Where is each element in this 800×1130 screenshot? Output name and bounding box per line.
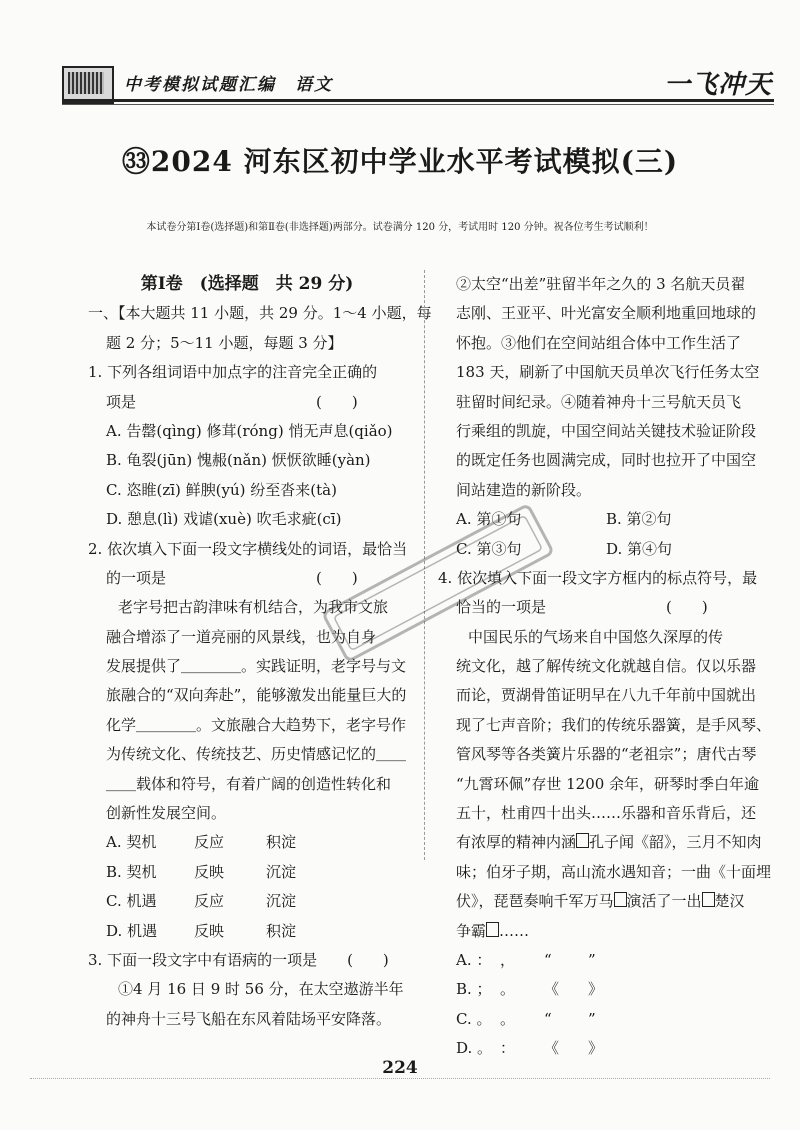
text-line: 题 2 分；5～11 小题，每题 3 分】 — [106, 333, 343, 352]
text-line: C. 恣睢(zī) 鲜腴(yú) 纷至沓来(tà) — [106, 480, 337, 499]
option-cell: 反应 — [194, 833, 225, 852]
text-line: 恰当的一项是 ( ) — [456, 598, 708, 617]
option-cell: C. 。 — [456, 1009, 492, 1028]
option-cell: C. 第③句 — [456, 539, 522, 558]
option-cell: B. 第②句 — [606, 510, 672, 529]
option-cell: 反应 — [194, 892, 225, 911]
option-cell: “ — [544, 950, 552, 969]
text-line: 管风琴等各类簧片乐器的“老祖宗”；唐代古琴 — [456, 745, 757, 764]
text-line: 化学＿＿＿＿。文旅融合大趋势下，老字号作 — [106, 715, 407, 734]
option-cell: ” — [588, 950, 596, 969]
q2-option-row — [88, 828, 406, 857]
q4-option-row — [438, 975, 766, 1004]
option-cell: B. 契机 — [106, 862, 157, 881]
text-line: 驻留时间纪录。④随着神舟十三号航天员飞 — [456, 392, 742, 411]
option-cell: 《 — [544, 980, 560, 999]
blank-box — [702, 892, 715, 907]
page-header — [62, 62, 774, 98]
q4-passage-line: 味；伯牙子期，高山流水遇知音；一曲《十面埋 — [456, 862, 772, 881]
text-line: B. 龟裂(jūn) 愧赧(nǎn) 恹恹欲睡(yàn) — [106, 451, 371, 470]
text-line: ①4 月 16 日 9 时 56 分，在太空遨游半年 — [118, 980, 404, 999]
option-cell: 《 — [544, 1039, 560, 1058]
option-cell: ” — [588, 1009, 596, 1028]
header-rule-thin — [62, 104, 774, 105]
text-line: 1. 下列各组词语中加点字的注音完全正确的 — [88, 363, 378, 382]
option-cell: B. ； — [456, 980, 492, 999]
option-cell: D. 第④句 — [606, 539, 673, 558]
option-cell: A. 契机 — [106, 833, 157, 852]
text-line: 而论，贾湖骨笛证明早在八九千年前中国就出 — [456, 686, 757, 705]
blank-box — [486, 922, 499, 937]
text-line: “九霄环佩”存世 1200 余年，研琴时季白年逾 — [456, 774, 760, 793]
text-line: 统文化，越了解传统文化就越自信。仅以乐器 — [456, 657, 757, 676]
text-line: ②太空“出差”驻留半年之久的 3 名航天员翟 — [456, 275, 746, 293]
text-line: ＿＿载体和符号，有着广阔的创造性转化和 — [106, 774, 392, 793]
text-line: D. 憩息(lì) 戏谑(xuè) 吹毛求疵(cī) — [106, 510, 342, 529]
footer-rule — [30, 1078, 770, 1079]
option-cell: 沉淀 — [266, 892, 297, 911]
option-cell: 。 — [500, 980, 516, 999]
text-line: 创新性发展空间。 — [106, 804, 227, 823]
option-cell: ， — [500, 950, 516, 969]
text-line: 现了七声音阶；我们的传统乐器簧，是手风琴、 — [456, 715, 772, 734]
text-line: 4. 依次填入下面一段文字方框内的标点符号，最 — [438, 568, 758, 587]
option-cell: 积淀 — [266, 833, 297, 852]
text-line: 的神舟十三号飞船在东风着陆场平安降落。 — [106, 1009, 392, 1028]
text-line: 的既定任务也圆满完成，同时也拉开了中国空 — [456, 451, 757, 470]
text-line: 发展提供了＿＿＿＿。实践证明，老字号与文 — [106, 657, 407, 676]
option-cell: D. 机遇 — [106, 921, 158, 940]
right-column — [438, 270, 772, 1064]
text-line: 间站建造的新阶段。 — [456, 480, 592, 499]
q4-passage-line: 伏》，琵琶奏响千军万马 演活了一出 楚汉 — [456, 892, 745, 911]
text-line: 五十，杜甫四十出头……乐器和音乐背后，还 — [456, 804, 757, 823]
text-line: 2. 依次填入下面一段文字横线处的词语，最恰当 — [88, 539, 408, 558]
q4-passage-line: 争霸 …… — [456, 921, 530, 940]
text-line: A. 告罄(qìng) 修茸(róng) 悄无声息(qiǎo) — [106, 421, 393, 440]
option-cell: 。 — [500, 1009, 516, 1028]
q2-option-row — [88, 858, 406, 887]
option-cell: ： — [500, 1039, 516, 1058]
text-line: 志刚、王亚平、叶光富安全顺利地重回地球的 — [456, 304, 757, 323]
text-line: 项是 ( ) — [106, 392, 358, 411]
text-line: 中国民乐的气场来自中国悠久深厚的传 — [468, 627, 724, 646]
text-line: 一、【本大题共 11 小题，共 29 分。1～4 小题，每 — [88, 304, 432, 323]
q2-option-row — [88, 887, 406, 916]
text-line: 老字号把古韵津味有机结合，为我市文旅 — [118, 598, 389, 617]
text-line: 行乘组的凯旋，中国空间站关键技术验证阶段 — [456, 421, 757, 440]
text-line: 183 天，刷新了中国航天员单次飞行任务太空 — [456, 363, 760, 382]
text-line: 的一项是 ( ) — [106, 568, 358, 587]
option-cell: 积淀 — [266, 921, 297, 940]
option-cell: A. 第①句 — [456, 510, 522, 529]
page-number: 224 — [382, 1058, 418, 1078]
option-cell: 反映 — [194, 921, 225, 940]
option-cell: 沉淀 — [266, 862, 297, 881]
brand-logo-text: 一飞冲天 — [663, 70, 772, 100]
text-line: 第Ⅰ卷 (选择题 共 29 分) — [140, 274, 354, 294]
text-line: 3. 下面一段文字中有语病的一项是 ( ) — [88, 950, 389, 969]
text-line: 融合增添了一道亮丽的风景线，也为自身 — [106, 627, 377, 646]
option-cell: 》 — [588, 980, 604, 999]
text-line: 怀抱。③他们在空间站组合体中工作生活了 — [456, 333, 742, 352]
option-cell: “ — [544, 1009, 552, 1028]
q4-passage-line: 有浓厚的精神内涵 孔子闻《韶》，三月不知肉 — [456, 833, 762, 852]
q4-option-row — [438, 946, 766, 975]
exam-instructions: 本试卷分第Ⅰ卷(选择题)和第Ⅱ卷(非选择题)两部分。试卷满分 120 分，考试用时 120 分钟。祝各位考生考试顺利！ — [146, 222, 654, 233]
q2-option-row — [88, 917, 406, 946]
option-cell: 》 — [588, 1039, 604, 1058]
option-cell: C. 机遇 — [106, 892, 157, 911]
q4-option-row — [438, 1005, 766, 1034]
text-line: 旅融合的“双向奔赴”，能够激发出能量巨大的 — [106, 686, 407, 705]
header-rule — [62, 99, 774, 102]
option-cell: A. ： — [456, 950, 492, 969]
exam-title: ㉝2024 河东区初中学业水平考试模拟(三) — [121, 145, 679, 178]
blank-box — [614, 892, 627, 907]
text-line: 为传统文化、传统技艺、历史情感记忆的＿＿ — [106, 745, 407, 764]
series-title: 中考模拟试题汇编 语文 — [124, 75, 333, 95]
blank-box — [576, 833, 589, 848]
option-cell: D. 。 — [456, 1039, 493, 1058]
option-cell: 反映 — [194, 862, 225, 881]
